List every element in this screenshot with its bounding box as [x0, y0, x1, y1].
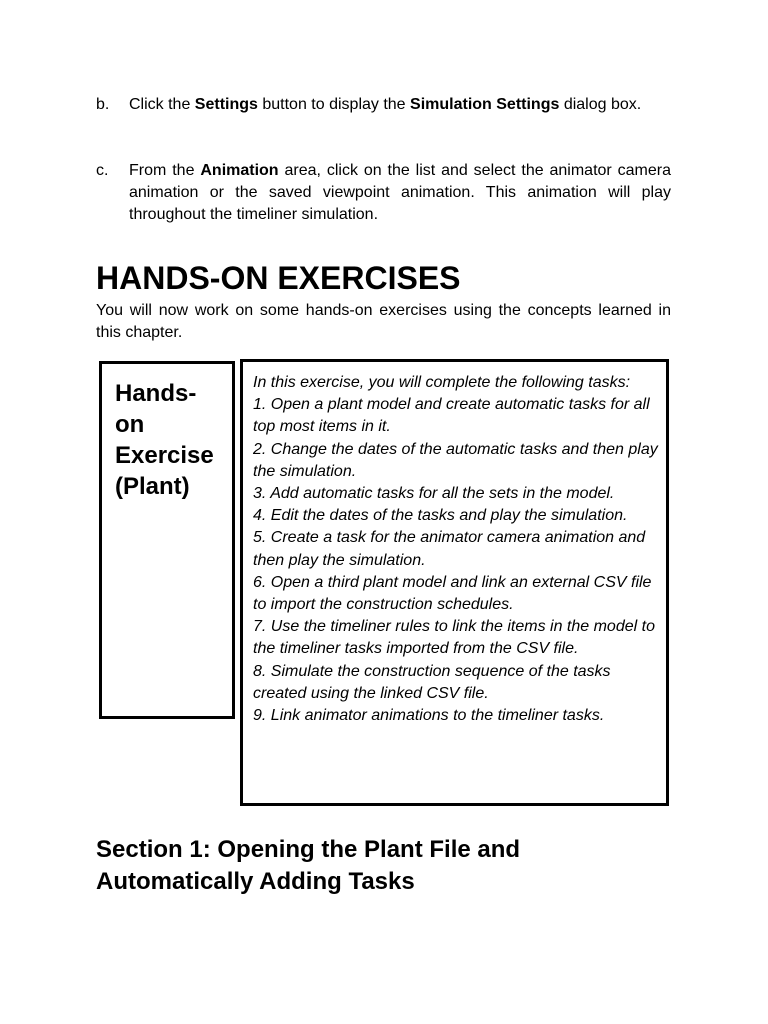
step-b-marker: b. [96, 96, 110, 113]
step-b-text-part: Click the [129, 96, 195, 113]
step-c [96, 160, 671, 226]
page-heading: HANDS-ON EXERCISES [96, 260, 461, 296]
step-c-text-part: From the [129, 162, 201, 179]
exercise-title-box: Hands-on Exercise (Plant) [99, 361, 235, 719]
simulation-settings-reference: Simulation Settings [410, 96, 560, 113]
intro-paragraph: You will now work on some hands-on exercises using the concepts learned in this chapter. [96, 302, 671, 341]
step-b-text-part: dialog box. [559, 96, 642, 113]
task-item: 2. Change the dates of the automatic tasks and then play the simulation. [253, 440, 658, 480]
exercise-lead: In this exercise, you will complete the following tasks: [253, 374, 631, 391]
task-item: 6. Open a third plant model and link an external CSV file to import the construction schedules. [253, 573, 652, 614]
step-b [96, 94, 671, 116]
task-item: 3. Add automatic tasks for all the sets in the model. [253, 485, 615, 503]
task-item: 4. Edit the dates of the tasks and play the simulation. [253, 507, 628, 525]
exercise-tasks-box [240, 359, 669, 806]
step-c-text-part: area, click on the list and select the animator camera animation or the saved viewpoint animation. This animation will play throughout the timeliner simulation. [129, 162, 671, 223]
settings-button-reference: Settings [194, 96, 258, 113]
task-item: 8. Simulate the construction sequence of the tasks created using the linked CSV file. [253, 662, 611, 702]
task-item: 5. Create a task for the animator camera animation and then play the simulation. [253, 529, 646, 569]
section-title: Section 1: Opening the Plant File and Automatically Adding Tasks [96, 836, 521, 895]
animation-area-reference: Animation [200, 162, 279, 179]
task-list [253, 394, 662, 727]
step-b-text-part: button to display the [257, 96, 411, 113]
step-c-marker: c. [96, 162, 109, 179]
task-item: 1. Open a plant model and create automatic tasks for all top most items in it. [253, 396, 650, 436]
task-item: 7. Use the timeliner rules to link the items in the model to the timeliner tasks imported from the CSV file. [253, 618, 655, 658]
step-b-text [129, 94, 671, 116]
task-item: 9. Link animator animations to the timeliner tasks. [253, 707, 605, 725]
step-c-text [129, 160, 671, 226]
